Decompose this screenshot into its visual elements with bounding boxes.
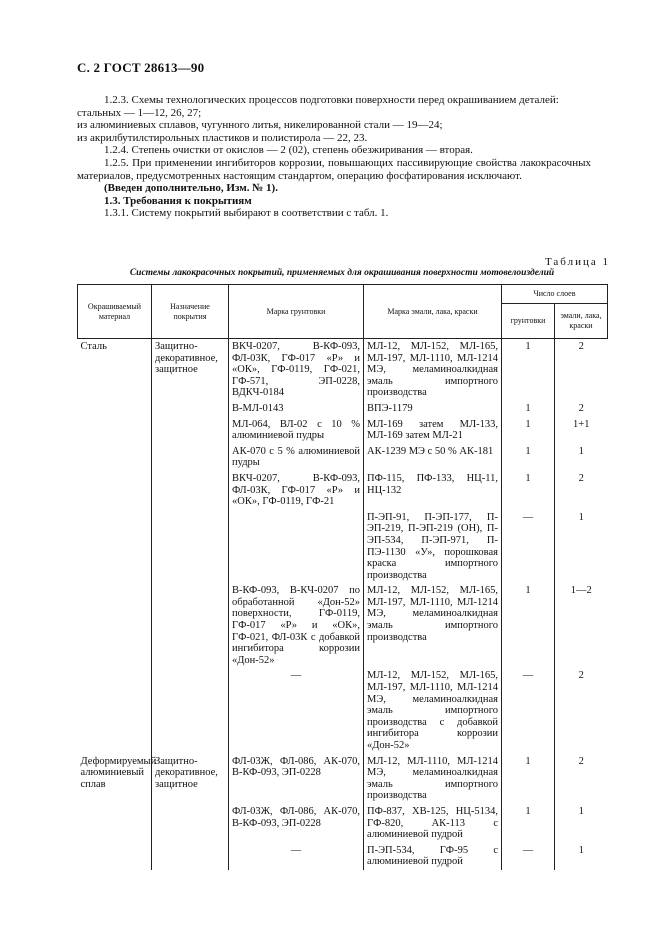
cell-layers-primer: — (502, 843, 555, 870)
table-caption: Таблица 1 (544, 256, 610, 268)
cell-layers-enamel: 2 (555, 668, 608, 753)
cell-enamel: МЛ-169 затем МЛ-133, МЛ-169 затем МЛ-21 (364, 417, 502, 444)
cell-purpose (152, 804, 229, 843)
cell-layers-primer: — (502, 668, 555, 753)
cell-material: Сталь (80, 341, 107, 352)
cell-enamel: МЛ-12, МЛ-1110, МЛ-1214 МЭ, меламиноалкидная эмаль импортного производства (364, 754, 502, 804)
cell-enamel: П-ЭП-91, П-ЭП-177, П-ЭП-219, П-ЭП-219 (ОН), П-ЭП-534, П-ЭП-971, П-ПЭ-1130 «У», порошковая краска импортного производства (364, 510, 502, 584)
cell-layers-enamel: 2 (555, 754, 608, 804)
cell-primer: ФЛ-03Ж, ФЛ-086, АК-070, В-КФ-093, ЭП-0228 (229, 754, 364, 804)
table-row (78, 401, 608, 417)
cell-enamel: МЛ-12, МЛ-152, МЛ-165, МЛ-197, МЛ-1110, МЛ-1214 МЭ, меламиноалкидная эмаль импортного производства (364, 583, 502, 668)
header-primer: Марка грунтовки (229, 285, 364, 339)
table-row (78, 471, 608, 510)
header-layers-enamel: эмали, лака, краски (555, 304, 608, 339)
cell-primer (229, 510, 364, 584)
cell-layers-primer: 1 (502, 583, 555, 668)
table-row (78, 510, 608, 584)
cell-layers-enamel: 1 (555, 444, 608, 471)
cell-material (78, 401, 152, 417)
amendment-note: (Введен дополнительно, Изм. № 1). (104, 182, 278, 195)
cell-material (78, 444, 152, 471)
cell-material (78, 510, 152, 584)
table-row (78, 339, 608, 401)
paragraph-1-2-4: 1.2.4. Степень очистки от окислов — 2 (02), степень обезжиривания — вторая. (104, 144, 473, 157)
header-layers: Число слоев (502, 285, 608, 304)
cell-material (78, 668, 152, 753)
cell-material (78, 843, 152, 870)
cell-layers-enamel: 1 (555, 510, 608, 584)
table-row (78, 417, 608, 444)
page-header: С. 2 ГОСТ 28613—90 (77, 60, 205, 75)
cell-layers-primer: 1 (502, 754, 555, 804)
cell-layers-primer: 1 (502, 401, 555, 417)
cell-primer: В-МЛ-0143 (229, 401, 364, 417)
cell-enamel: МЛ-12, МЛ-152, МЛ-165, МЛ-197, МЛ-1110, МЛ-1214 МЭ, меламиноалкидная эмаль импортного производства с добавкой ингибитора коррозии «Дон-52» (364, 668, 502, 753)
paragraph-1-3-1: 1.3.1. Систему покрытий выбирают в соответствии с табл. 1. (104, 207, 389, 220)
coating-systems-table (77, 284, 608, 870)
cell-layers-enamel: 2 (555, 401, 608, 417)
header-layers-primer: грунтовки (502, 304, 555, 339)
cell-layers-primer: 1 (502, 339, 555, 401)
cell-purpose (152, 583, 229, 668)
cell-layers-enamel: 1+1 (555, 417, 608, 444)
cell-material (78, 583, 152, 668)
cell-primer: В-КФ-093, В-КЧ-0207 по обработанной «Дон-52» поверхности, ГФ-0119, ГФ-017 «Р» и «ОК», ГФ-021, ФЛ-03К с добавкой ингибитора коррозии «Дон-52» (229, 583, 364, 668)
cell-layers-primer: — (502, 510, 555, 584)
table-row (78, 754, 608, 804)
cell-purpose (152, 401, 229, 417)
cell-enamel: АК-1239 МЭ с 50 % АК-181 (364, 444, 502, 471)
cell-layers-enamel: 2 (555, 471, 608, 510)
cell-material: Деформируемый алюминиевый сплав (80, 755, 157, 790)
cell-material (78, 804, 152, 843)
cell-purpose: Защитно-декоративное, защитное (152, 339, 229, 401)
paragraph-1-2-3-c: из акрилбутилстирольных пластиков и полистирола — 22, 23. (77, 131, 368, 144)
body-text (77, 94, 591, 220)
cell-enamel: ВПЭ-1179 (364, 401, 502, 417)
cell-layers-enamel: 1—2 (555, 583, 608, 668)
paragraph-1-2-3: 1.2.3. Схемы технологических процессов подготовки поверхности перед окрашиванием деталей: (104, 94, 559, 106)
header-purpose: Назначение покрытия (152, 285, 229, 339)
cell-primer: МЛ-064, ВЛ-02 с 10 % алюминиевой пудры (229, 417, 364, 444)
cell-layers-primer: 1 (502, 471, 555, 510)
cell-layers-enamel: 1 (555, 804, 608, 843)
cell-primer: АК-070 с 5 % алюминиевой пудры (229, 444, 364, 471)
cell-layers-primer: 1 (502, 444, 555, 471)
section-1-3-title: 1.3. Требования к покрытиям (104, 194, 252, 207)
table-title: Системы лакокрасочных покрытий, применяемых для окрашивания поверхности мотовелоизделий (129, 268, 555, 278)
cell-layers-primer: 1 (502, 804, 555, 843)
paragraph-1-2-3-b: из алюминиевых сплавов, чугунного литья, никелированной стали — 19—24; (77, 119, 443, 132)
header-enamel: Марка эмали, лака, краски (364, 285, 502, 339)
cell-primer: ВКЧ-0207, В-КФ-093, ФЛ-03К, ГФ-017 «Р» и «ОК», ГФ-0119, ГФ-021, ГФ-571, ЭП-0228, ВДКЧ-0184 (229, 339, 364, 401)
cell-purpose: Защитно-декоративное, защитное (152, 754, 229, 804)
cell-enamel: ПФ-115, ПФ-133, НЦ-11, НЦ-132 (364, 471, 502, 510)
cell-layers-enamel: 2 (555, 339, 608, 401)
cell-purpose (152, 444, 229, 471)
cell-enamel: П-ЭП-534, ГФ-95 с алюминиевой пудрой (364, 843, 502, 870)
cell-primer: — (229, 843, 364, 870)
cell-purpose (152, 417, 229, 444)
cell-primer: ВКЧ-0207, В-КФ-093, ФЛ-03К, ГФ-017 «Р» и «ОК», ГФ-0119, ГФ-21 (229, 471, 364, 510)
cell-enamel: ПФ-837, ХВ-125, НЦ-5134, ГФ-820, АК-113 с алюминиевой пудрой (364, 804, 502, 843)
paragraph-1-2-5: 1.2.5. При применении ингибиторов коррозии, повышающих пассивирующие свойства лакокрасочных материалов, предусмотренных настоящим стандартом, операцию фосфатирования исключают. (77, 156, 591, 182)
table-row (78, 804, 608, 843)
cell-purpose (152, 668, 229, 753)
table-row (78, 668, 608, 753)
cell-material (78, 471, 152, 510)
cell-purpose (152, 471, 229, 510)
cell-purpose (152, 510, 229, 584)
cell-primer: — (229, 668, 364, 753)
paragraph-1-2-3-a: стальных — 1—12, 26, 27; (77, 106, 202, 119)
cell-purpose (152, 843, 229, 870)
cell-material (78, 417, 152, 444)
cell-enamel: МЛ-12, МЛ-152, МЛ-165, МЛ-197, МЛ-1110, МЛ-1214 МЭ, меламиноалкидная эмаль импортного производства (364, 339, 502, 401)
cell-primer: ФЛ-03Ж, ФЛ-086, АК-070, В-КФ-093, ЭП-0228 (229, 804, 364, 843)
cell-layers-enamel: 1 (555, 843, 608, 870)
header-material: Окрашиваемый материал (78, 285, 152, 339)
table-row (78, 444, 608, 471)
table-row (78, 583, 608, 668)
table-row (78, 843, 608, 870)
cell-layers-primer: 1 (502, 417, 555, 444)
